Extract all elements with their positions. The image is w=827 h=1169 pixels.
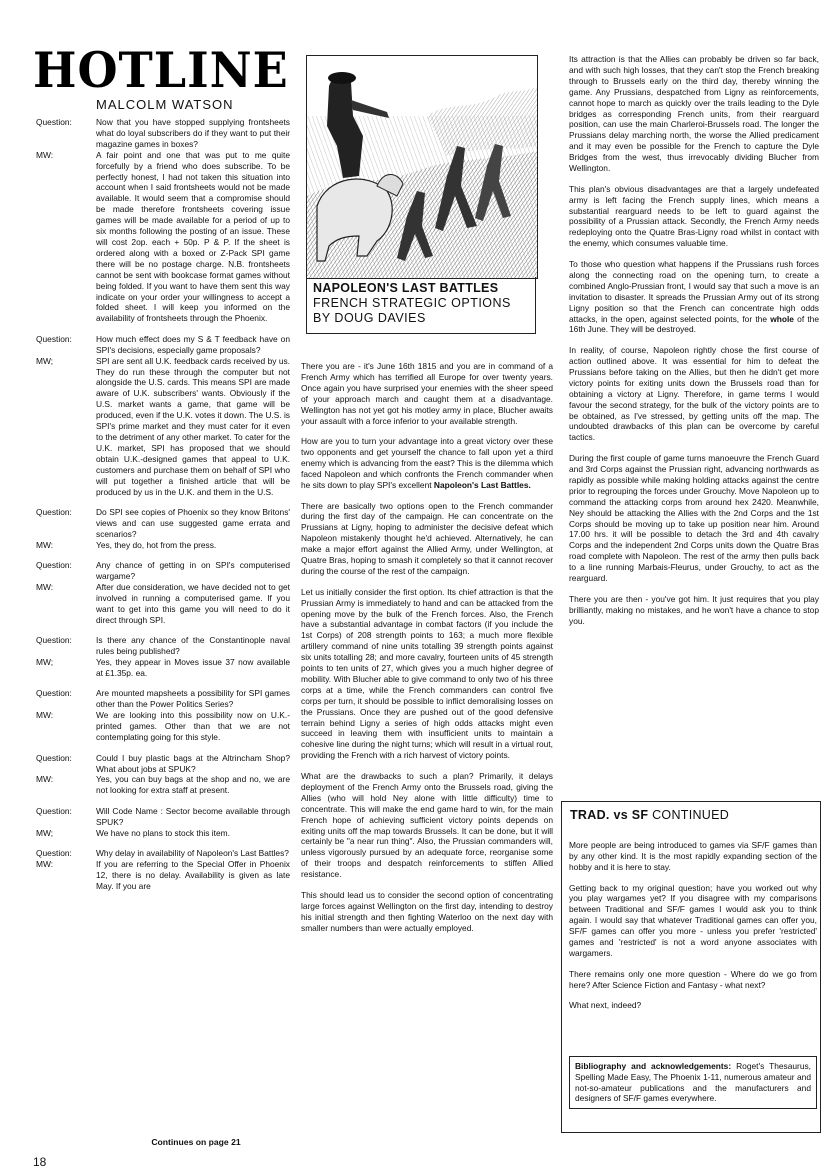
feature-paragraph: There are basically two options open to the French commander during the first day of the campaign. He can concentrate on the Prussians at Ligny, hoping to administer the decisive defeat which Napoleon mistakenly thought he'd achieved. Alternatively, he can make a major effort against the Allied Army, under Wellington, at Quatre Bras, hoping to smash it completely so that it cannot recover during the course of the rest of the campaign. <box>301 500 553 576</box>
feature-paragraph: During the first couple of game turns manoeuvre the French Guard and 3rd Corps against the Prussian right, advancing northwards as rapidly as possible while making holding attacks against the centre prior to regrouping the forces under Grouchy. Move Napoleon up to command the attacking corps from around hex 2420. Meanwhile, Ney should be attacking the Allies with the 2nd Corps and the 1st Corps should be moving up to take up position near him. Around 17.00 hrs. it will be possible to detach the 3rd and 4th cavalry Corps and the independent 2nd Corps units down the Quatre Bras road complete with Napoleon. The rest of the army then pulls back to a line running Marbais-Fleurus, under Grouchy, to act as the rearguard. <box>569 453 819 584</box>
qa-text: SPI are sent all U.K. feedback cards received by us. They do run these through the computer but not alongside the U.S. cards. This means SPI are made aware of U.K. subscribers' wants. Obviously if the U.S. market wants a game, that game will be produced, even if the U.K. votes it down. The U.S. is SPI's prime market and they must cater for it even to the detriment of any other market. To cater for the U.K. market, SPI has proposed that we should obtain U.K.-designed games that appeal to U.K. customers and purchase them on behalf of SPI who will put together a finished article that will be produced by us in the U.K. and them in the U.S. <box>96 355 290 497</box>
qa-entry <box>36 710 290 743</box>
qa-speaker: Question: <box>36 560 72 571</box>
feature-subtitle: FRENCH STRATEGIC OPTIONS <box>313 296 511 310</box>
qa-entry <box>36 356 290 498</box>
qa-entry <box>36 150 290 325</box>
qa-entry <box>36 507 290 540</box>
qa-text: Do SPI see copies of Phoenix so they know Britons' views and can use suggested game errata and scenarios? <box>96 507 290 539</box>
whole-emphasis: whole <box>770 313 794 324</box>
qa-text: Why delay in availability of Napoleon's Last Battles? <box>96 848 289 859</box>
qa-speaker: Question: <box>36 117 72 127</box>
qa-entry <box>36 828 290 839</box>
qa-speaker: MW: <box>36 582 54 593</box>
napoleon-illustration <box>306 55 538 279</box>
hotline-qa <box>36 117 290 892</box>
trad-heading: TRAD. vs SF CONTINUED <box>570 808 730 822</box>
qa-speaker: Question: <box>36 507 72 517</box>
qa-speaker: Question: <box>36 688 72 699</box>
hotline-author: MALCOLM WATSON <box>96 97 234 112</box>
qa-text: Any chance of getting in on SPI's computerised wargame? <box>96 560 290 582</box>
qa-speaker: MW: <box>36 149 54 160</box>
qa-speaker: Question: <box>36 635 72 646</box>
feature-paragraph: There you are then - you've got him. It just requires that you play brilliantly, making no mistakes, and he won't have a chance to stop you. <box>569 593 819 626</box>
qa-text: After due consideration, we have decided not to get involved in running a computerised game. If you want to get into this game you will need to do it direct through SPI. <box>96 582 290 625</box>
feature-paragraph: To those who question what happens if the Prussians rush forces along the connecting road on the opening turn, to create a combined Anglo-Prussian front, I would say that such a move is an invitation to disaster. It spreads the Prussian Army out of its strong Ligny position so that the French can concentrate high odds attacks, in the open, against selected points, for the whole of the 16th June. They will be destroyed. <box>569 259 819 335</box>
engraving-image <box>307 56 537 278</box>
feature-paragraph: There you are - it's June 16th 1815 and you are in command of a French Army which has terrified all Europe for over twenty years. Once again you have surprised your enemies with the sheer speed of your approach march and caught them at a disadvantage. Wellington has not yet got his motley army in place, Blucher awaits your assault with a force inferior to your available strength. <box>301 361 553 426</box>
qa-text: Is there any chance of the Constantinople naval rules being published? <box>96 635 290 657</box>
qa-speaker: Question: <box>36 752 72 763</box>
qa-entry <box>36 774 290 796</box>
qa-text: We are looking into this possibility now on U.K.-printed games. Other than that we are not contemplating going for this style. <box>96 710 290 743</box>
trad-paragraph: More people are being introduced to games via SF/F games than by any other kind. It is the most rapidly expanding section of the hobby and it is here to stay. <box>569 840 817 872</box>
feature-paragraph: Let us initially consider the first option. Its chief attraction is that the Prussian Army is immediately to hand and can be attacked from the opening move by the bulk of the French forces. Also, the French have a substantial advantage in combat factors (if you include the 1st Corps) of 208 strength points to 163; a much more flexible artillery command of nine units totalling 39 strength points against six units totalling 28; and more cavalry, fourteen units of 45 strength points to ten units of 27, which gives you a much higher degree of mobility. With Blucher able to give command to only two of his three corps at a time, while the French commanders can control five corps per turn, it should be possible to inflict demoralising losses on the Prussians. Once they are pushed out of the good defensive terrain behind Ligny a series of high odds attacks might even succeed in leaving them with insufficient units to maintain a cohesive line during the night turns; which will result in a virtual rout, providing the French with a rich harvest of victory points. <box>301 586 553 761</box>
qa-speaker: Question: <box>36 848 72 859</box>
qa-entry <box>36 859 290 892</box>
qa-text: Now that you have stopped supplying frontsheets what do loyal subscribers do if they want to put their magazine games in boxes? <box>96 117 290 149</box>
qa-speaker: MW; <box>36 355 54 366</box>
qa-text: Yes, they do, hot from the press. <box>96 539 217 550</box>
bibliography-label: Bibliography and acknowledgements: <box>575 1061 732 1071</box>
qa-speaker: MW; <box>36 827 54 838</box>
qa-text: Could I buy plastic bags at the Altrincham Shop? What about jobs at SPUK? <box>96 752 290 774</box>
qa-speaker: MW; <box>36 657 54 668</box>
trad-paragraph: There remains only one more question - Where do we go from here? After Science Fiction and Fantasy - what next? <box>569 968 817 990</box>
trad-column <box>569 840 817 1021</box>
qa-entry <box>36 753 290 775</box>
qa-entry <box>36 806 290 828</box>
hotline-title: HOTLINE <box>33 41 289 99</box>
qa-text: Will Code Name : Sector become available through SPUK? <box>96 805 290 827</box>
qa-entry <box>36 688 290 710</box>
qa-speaker: Question: <box>36 805 72 816</box>
feature-paragraph: How are you to turn your advantage into a great victory over these two opponents and get yourself the chance to fall upon yet a third enemy which is advancing from the east? This is the dilemma which faced Napoleon and which confronts the French commander when he sits down to play SPI's excellent Napoleon's Last Battles. <box>301 436 553 490</box>
feature-column-2 <box>301 361 553 943</box>
qa-entry <box>36 540 290 551</box>
bibliography-text: Roget's Thesaurus, Spelling Made Easy, The Phoenix 1-11, numerous amateur and not-so-amateur publications and the manufacturers and designers of SF/F games everywhere. <box>575 1061 811 1104</box>
feature-byline: BY DOUG DAVIES <box>313 311 426 325</box>
feature-header <box>306 277 536 334</box>
qa-entry <box>36 848 290 859</box>
qa-text: A fair point and one that was put to me quite forcefully by a friend who does subscribe. To be perfectly honest, I had not taken this situation into account when I said frontsheets would not be made available. It would seem that a compromise should be made therefore frontsheets covering issue games will be made available for a period of up to six months following the posting of an issue. These will cost 2op. each + 50p. P & P. If the sheet is ordered along with a boxed or Z-Pack SPI game there will be no postage charge. N.B. frontsheets cannot be sent with bookcase format games without being folded. If you want to have them sent this way indicate on your order your willingness to accept a folded sheet. I will keep you informed on the availability of frontsheets through the Phoenix. <box>96 149 290 324</box>
page-number: 18 <box>33 1155 47 1169</box>
qa-speaker: Question: <box>36 333 72 344</box>
qa-entry <box>36 582 290 626</box>
feature-paragraph: What are the drawbacks to such a plan? Primarily, it delays deployment of the French Army onto the Brussels road, giving the Allies (who will hold Ney alone with little difficulty) time to concentrate. This will make the end game hard to win, for the main French hope of achieving sufficient victory points depends on exiting units off the map towards Brussels. It can be done, but it will certainly be "a near run thing". Also, the Prussian commanders will, unless vigorously pursued by an adequate force, reorganise some of their troops and despatch reinforcements to stiffen Allied resistance. <box>301 771 553 880</box>
trad-paragraph: What next, indeed? <box>569 1000 642 1011</box>
feature-paragraph: This plan's obvious disadvantages are that a largely undefeated army is left facing the French supply lines, which means a substantial rearguard needs to be left to guard against the possibility of a Prussian attack. Secondly, the French Army needs redeploying onto the Quatre Bras-Ligny road whilst in contact with the enemy, which consumes valuable time. <box>569 183 819 249</box>
trad-paragraph: Getting back to my original question; have you worked out why you play wargames yet? If you disagree with my comparisons between Traditional and SF/F games I would ask you to think again. I would say that whatever Traditional games can offer you, SF/F games can offer you more - unless you prefer 'restricted' games and 'restricted' is not a word anyone associates with wargamers. <box>569 882 817 958</box>
feature-title: NAPOLEON'S LAST BATTLES <box>313 281 499 295</box>
qa-speaker: MW: <box>36 859 54 870</box>
qa-speaker: MW: <box>36 774 54 785</box>
qa-text: If you are referring to the Special Offer in Phoenix 12, there is no delay. Availability is given as late May. If you are <box>96 859 290 891</box>
bibliography-box <box>569 1056 817 1109</box>
qa-text: We have no plans to stock this item. <box>96 827 230 838</box>
qa-speaker: MW: <box>36 539 54 550</box>
qa-entry <box>36 635 290 657</box>
qa-entry <box>36 657 290 679</box>
continued-note: Continues on page 21 <box>151 1137 241 1147</box>
qa-entry <box>36 560 290 582</box>
qa-entry <box>36 117 290 150</box>
feature-paragraph: This should lead us to consider the second option of concentrating large forces against Wellington on the first day, intending to destroy his initial strength and then fighting Waterloo on the next day with smaller numbers than were actually employed. <box>301 889 553 933</box>
qa-text: How much effect does my S & T feedback have on SPI's decisions, especially game proposals? <box>96 333 290 355</box>
qa-text: Are mounted mapsheets a possibility for SPI games other than the Power Politics Series? <box>96 688 290 710</box>
feature-paragraph: In reality, of course, Napoleon rightly chose the first course of action outlined above. It was essential for him to defeat the Prussians before taking on the Allies, but then he didn't get more victory points for exiting units down the Brussels road than for obtaining a victory at Ligny. Therefore, in game terms I would favour the second strategy, for the bulk of the victory points are to be obtained, as I've stressed, by getting units off the map. The undoubted drawbacks of this plan can be overcome by careful tactics. <box>569 345 819 443</box>
qa-entry <box>36 334 290 356</box>
feature-paragraph: Its attraction is that the Allies can probably be driven so far back, and with such high losses, that they can't stop the French breaking through to Brussels early on the third day, thereby winning the game. Any Prussians, despatched from Ligny as reinforcements, cannot hope to march as quickly over the trails leading to the Dyle bridges as corresponding French units, from their rearguard position, can use the main Charleroi-Brussels road. The longer the Prussians delay marching north, the worse the Allied predicament and it may even be possible for the French to capture the Dyle Bridges from the west, thus irrevocably dividing Blucher from Wellington. <box>569 54 819 174</box>
feature-column-3 <box>569 54 819 636</box>
qa-text: Yes, they appear in Moves issue 37 now available at £1.35p. ea. <box>96 657 290 678</box>
game-title-emphasis: Napoleon's Last Battles. <box>433 479 531 490</box>
qa-speaker: MW: <box>36 710 54 721</box>
qa-text: Yes, you can buy bags at the shop and no, we are not looking for extra staff at present. <box>96 774 290 796</box>
